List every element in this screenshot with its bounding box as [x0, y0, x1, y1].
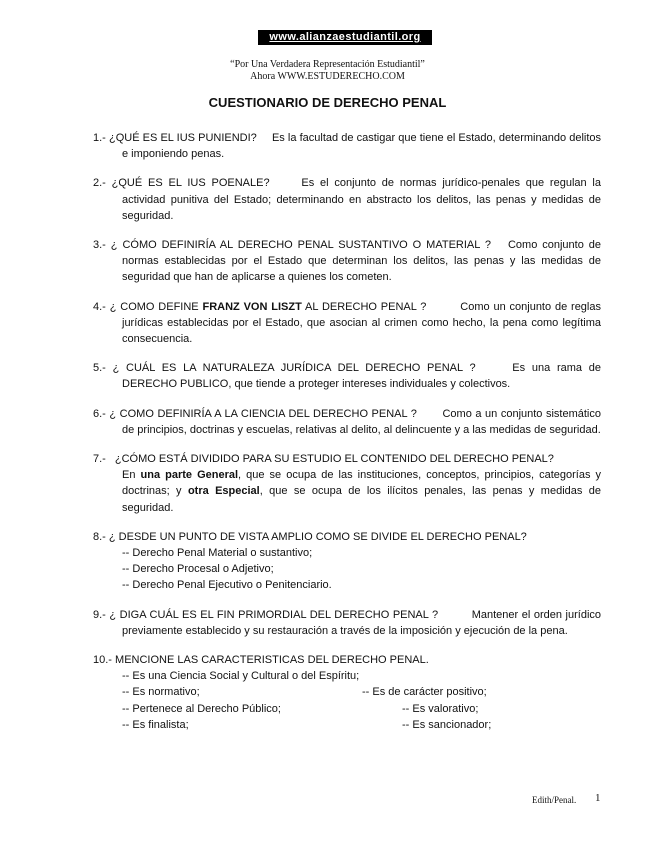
list-item: -- Es finalista;	[122, 718, 189, 731]
list-item: -- Derecho Procesal o Adjetivo;	[122, 563, 274, 576]
question-number: 6.-	[93, 407, 106, 420]
characteristics-list	[93, 668, 601, 733]
list-item: -- Es valorativo;	[402, 702, 479, 715]
answer-especial: otra Especial	[187, 485, 260, 498]
question-text: ¿ CUÁL ES LA NATURALEZA JURÍDICA DEL DERECHO PENAL ?	[112, 362, 476, 375]
question-number: 4.-	[93, 300, 106, 313]
question-number: 7.-	[93, 453, 106, 466]
now-url: Ahora WWW.ESTUDERECHO.COM	[250, 71, 405, 82]
question-number: 8.-	[93, 530, 106, 543]
answer-pre: En	[122, 469, 141, 482]
list-item: -- Es normativo;	[122, 686, 200, 699]
question-text: MENCIONE LAS CARACTERISTICAS DEL DERECHO PENAL.	[115, 654, 429, 667]
question-1	[93, 130, 601, 162]
question-text: ¿ CÓMO DEFINIRÍA AL DERECHO PENAL SUSTANTIVO O MATERIAL ?	[110, 239, 492, 252]
answer-general: una parte General	[140, 469, 239, 482]
answer-text: Mantener el orden jurídico previamente establecido y su restauración a través de la imposición y ejecución de la pena.	[122, 608, 602, 637]
question-6	[93, 406, 601, 438]
question-number: 3.-	[93, 239, 106, 252]
answer-text: Es una rama de DERECHO PUBLICO, que tiende a proteger intereses individuales y colectivos.	[122, 362, 601, 391]
question-number: 5.-	[93, 362, 106, 375]
footer-signature: Edith/Penal.	[532, 795, 577, 805]
question-4	[93, 299, 601, 348]
answer-text: Como un conjunto de reglas jurídicas establecidas por el Estado, que asocian al crimen como hecho, la pena como legítima consecuencia.	[122, 300, 601, 346]
site-url-badge: www.alianzaestudiantil.org	[258, 30, 432, 45]
question-number: 9.-	[93, 608, 106, 621]
question-list	[93, 130, 601, 746]
list-item: -- Pertenece al Derecho Público;	[122, 702, 281, 715]
question-text-author: FRANZ VON LISZT	[202, 300, 302, 313]
question-9	[93, 607, 601, 639]
document-title: CUESTIONARIO DE DERECHO PENAL	[208, 95, 447, 110]
question-text: ¿QUÉ ES EL IUS PUNIENDI?	[108, 132, 257, 144]
question-5	[93, 360, 601, 392]
page-number: 1	[595, 792, 601, 804]
question-text-pre: ¿ COMO DEFINE	[109, 300, 203, 313]
answer-text: Es la facultad de castigar que tiene el Estado, determinando delitos e imponiendo penas.	[122, 132, 602, 161]
list-item: -- Derecho Penal Material o sustantivo;	[122, 547, 313, 560]
list-item: -- Es de carácter positivo;	[362, 686, 487, 699]
question-text-post: AL DERECHO PENAL ?	[301, 300, 427, 313]
list-item: -- Derecho Penal Ejecutivo o Penitenciario.	[122, 579, 332, 592]
list-item: -- Es una Ciencia Social y Cultural o del Espíritu;	[122, 670, 360, 683]
answer-post: , que se ocupa de los ilícitos penales, las penas y medidas de seguridad.	[122, 485, 601, 514]
question-2	[93, 175, 601, 224]
answer-text: Como conjunto de normas establecidas por el Estado que determinan los delitos, las penas y las medidas de seguridad que han de aplicarse a quienes los cometen.	[122, 239, 602, 284]
question-10	[93, 652, 601, 733]
division-list	[93, 545, 601, 594]
answer-text: Es el conjunto de normas jurídico-penales que regulan la actividad punitiva del Estado; determinando en abstracto los delitos, las penas y medidas de seguridad.	[122, 177, 601, 222]
question-text: ¿ DIGA CUÁL ES EL FIN PRIMORDIAL DEL DERECHO PENAL ?	[109, 608, 439, 621]
list-item: -- Es sancionador;	[402, 718, 492, 731]
question-number: 2.-	[93, 177, 106, 190]
tagline: “Por Una Verdadera Representación Estudiantil”	[230, 59, 425, 70]
question-text: ¿QUÉ ES EL IUS POENALE?	[111, 177, 270, 190]
question-7	[93, 451, 601, 516]
question-text: ¿ DESDE UN PUNTO DE VISTA AMPLIO COMO SE DIVIDE EL DERECHO PENAL?	[108, 530, 527, 543]
question-8	[93, 529, 601, 594]
question-number: 1.-	[93, 132, 106, 144]
answer-text: Como a un conjunto sistemático de principios, doctrinas y escuelas, relativas al delito, al delincuente y a las medidas de seguridad.	[122, 407, 601, 436]
question-text: ¿CÓMO ESTÁ DIVIDIDO PARA SU ESTUDIO EL CONTENIDO DEL DERECHO PENAL?	[114, 453, 554, 466]
question-3	[93, 237, 601, 286]
question-text: ¿ COMO DEFINIRÍA A LA CIENCIA DEL DERECHO PENAL ?	[109, 407, 417, 420]
question-number: 10.-	[93, 654, 112, 667]
answer-mid: , que se ocupa de las instituciones, conceptos, principios, categorías y doctrinas; y	[122, 469, 602, 498]
